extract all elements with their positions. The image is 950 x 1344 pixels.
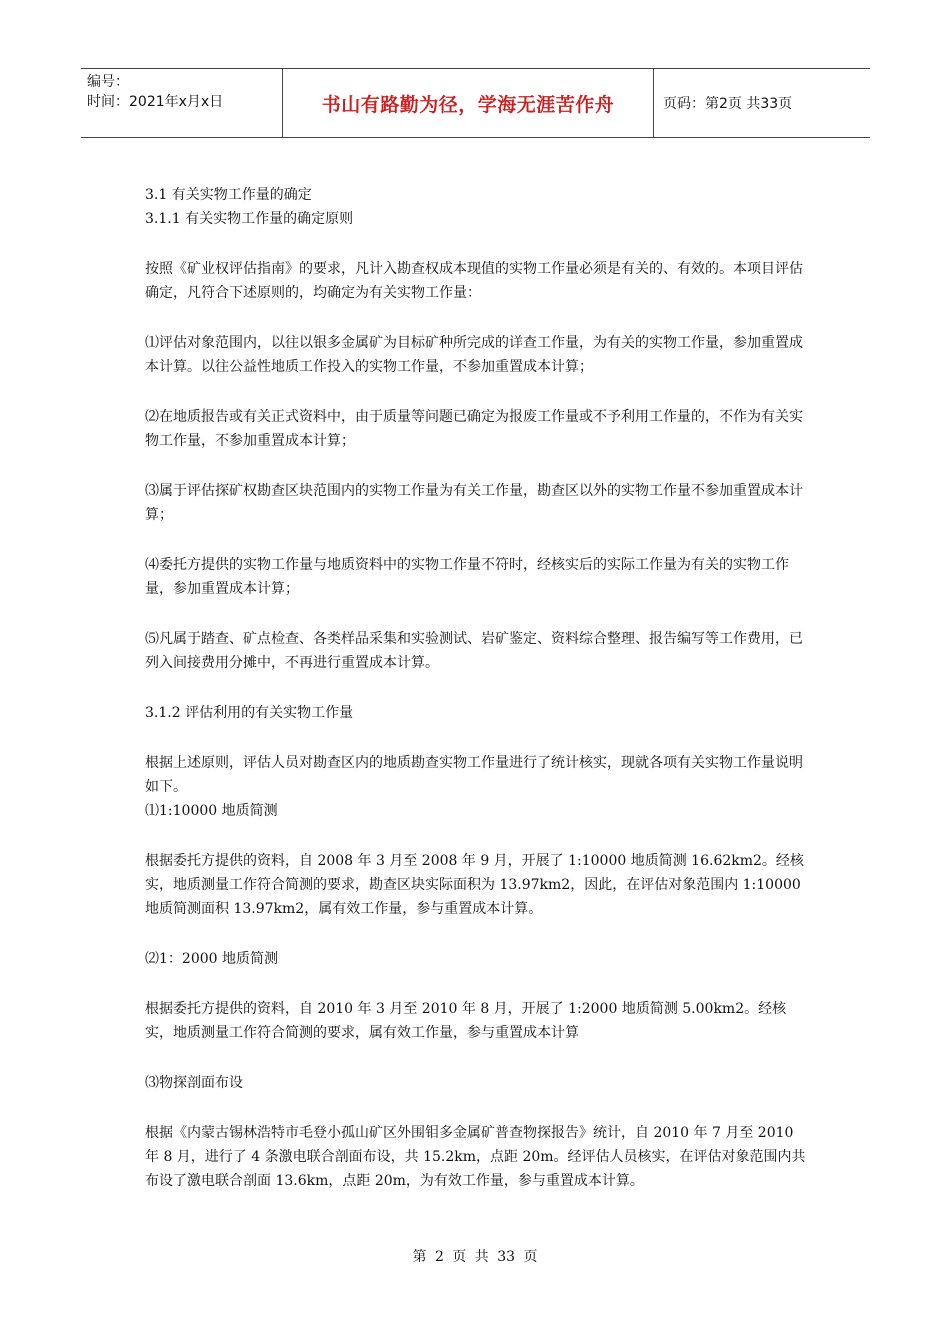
paragraph: 根据上述原则，评估人员对勘查区内的地质勘查实物工作量进行了统计核实，现就各项有关实物工作量说明如下。 — [145, 755, 803, 795]
paragraph: 根据委托方提供的资料，自 2010 年 3 月至 2010 年 8 月，开展了 1:2000 地质简测 5.00km2。经核实，地质测量工作符合简测的要求，属有效工作量，参与重置成本计算 — [145, 1001, 787, 1041]
item-heading: ⑵1：2000 地质简测 — [145, 951, 278, 967]
header-motto-cell — [282, 69, 654, 137]
document-body — [145, 183, 810, 1193]
list-item: ⑸凡属于踏查、矿点检查、各类样品采集和实验测试、岩矿鉴定、资料综合整理、报告编写等工作费用，已列入间接费用分摊中，不再进行重置成本计算。 — [145, 631, 803, 671]
paragraph: 根据委托方提供的资料，自 2008 年 3 月至 2008 年 9 月，开展了 1:10000 地质简测 16.62km2。经核实，地质测量工作符合简测的要求，勘查区块实际面积为 13.97km2，因此，在评估对象范围内 1:10000 地质简测面积 13.97km2，属有效工作量，参与重置成本计算。 — [145, 853, 804, 917]
subsection-heading: 3.1.1 有关实物工作量的确定原则 — [145, 211, 354, 227]
document-time-label: 时间：2021年x月x日 — [87, 94, 224, 110]
document-number-label: 编号： — [87, 74, 129, 90]
list-item: ⑵在地质报告或有关正式资料中，由于质量等问题已确定为报废工作量或不予利用工作量的，不作为有关实物工作量，不参加重置成本计算； — [145, 409, 803, 449]
header-page-number: 页码：第2页 共33页 — [663, 96, 793, 112]
list-item: ⑴评估对象范围内，以往以银多金属矿为目标矿种所完成的详查工作量，为有关的实物工作量，参加重置成本计算。以往公益性地质工作投入的实物工作量，不参加重置成本计算； — [145, 335, 803, 375]
page-header — [81, 68, 870, 138]
paragraph: 按照《矿业权评估指南》的要求，凡计入勘查权成本现值的实物工作量必须是有关的、有效的。本项目评估确定，凡符合下述原则的，均确定为有关实物工作量： — [145, 261, 803, 301]
list-item: ⑷委托方提供的实物工作量与地质资料中的实物工作量不符时，经核实后的实际工作量为有关的实物工作量，参加重置成本计算； — [145, 557, 789, 597]
section-heading: 3.1 有关实物工作量的确定 — [145, 187, 312, 203]
page-footer: 第 2 页 共 33 页 — [412, 1249, 538, 1265]
paragraph: 根据《内蒙古锡林浩特市毛登小孤山矿区外围钼多金属矿普查物探报告》统计，自 2010 年 7 月至 2010 年 8 月，进行了 4 条激电联合剖面布设，共 15.2km，点距 20m。经评估人员核实，在评估对象范围内共布设了激电联合剖面 13.6km，点距 20m，为有效工作量，参与重置成本计算。 — [145, 1125, 806, 1189]
header-meta — [81, 69, 282, 137]
header-motto: 书山有路勤为径，学海无涯苦作舟 — [321, 93, 615, 116]
item-heading: ⑴1:10000 地质简测 — [145, 803, 278, 819]
subsection-heading: 3.1.2 评估利用的有关实物工作量 — [145, 705, 354, 721]
item-heading: ⑶物探剖面布设 — [145, 1075, 243, 1091]
header-page-cell — [654, 69, 870, 137]
list-item: ⑶属于评估探矿权勘查区块范围内的实物工作量为有关工作量，勘查区以外的实物工作量不参加重置成本计算； — [145, 483, 803, 523]
